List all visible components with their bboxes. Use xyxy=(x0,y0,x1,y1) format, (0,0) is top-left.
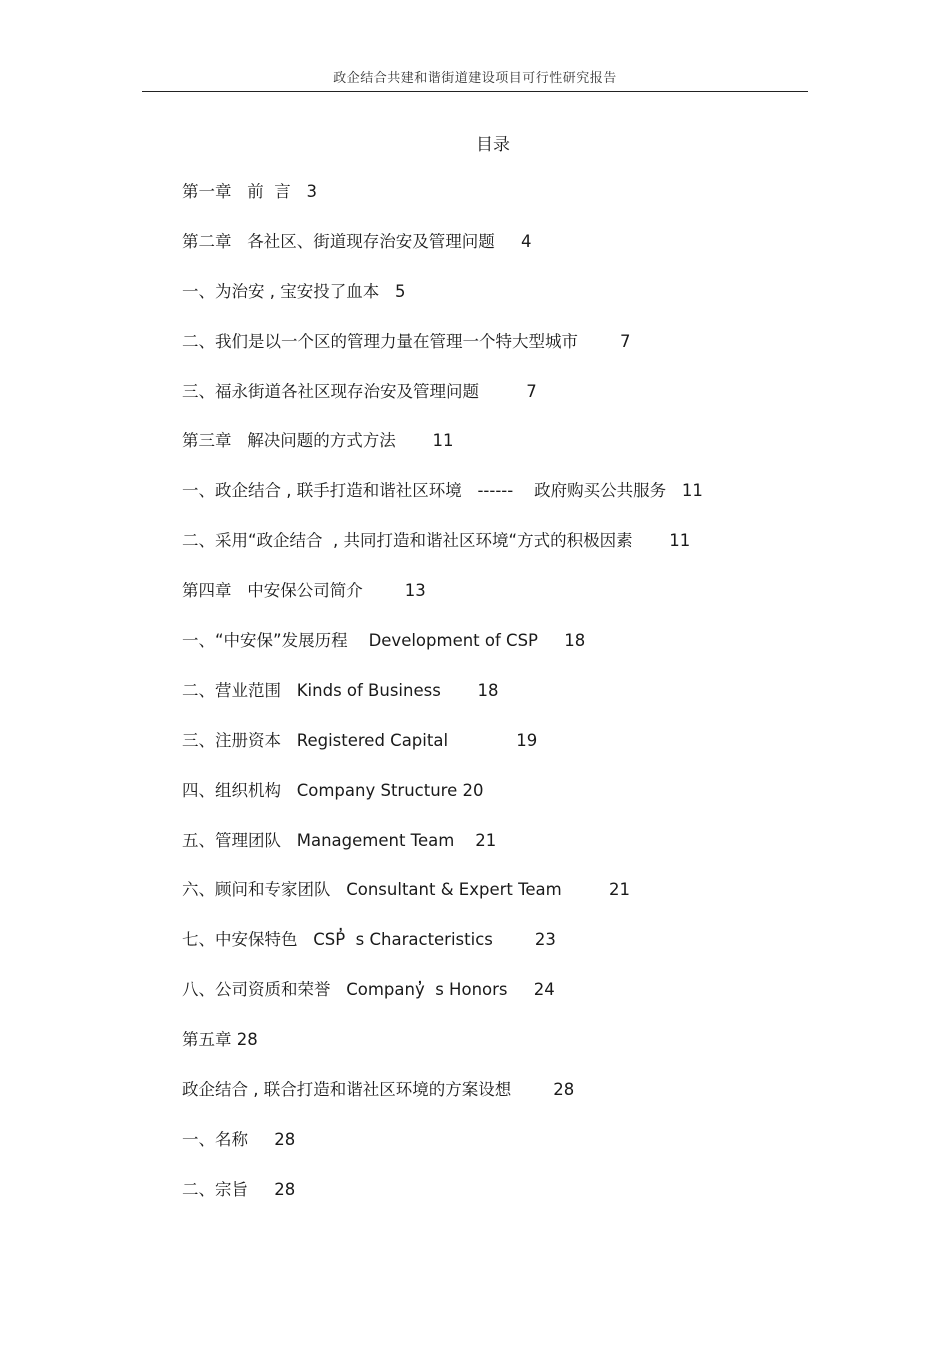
toc-entry-page: 7 xyxy=(619,331,631,351)
toc-entry-gap xyxy=(633,531,670,550)
toc-entry-page: 28 xyxy=(274,1129,296,1149)
toc-entry-page: 11 xyxy=(432,431,454,451)
toc-entry xyxy=(182,329,703,379)
toc-entry-gap xyxy=(562,880,609,899)
toc-entry xyxy=(182,578,703,628)
toc-entry xyxy=(182,478,703,528)
toc-entry xyxy=(182,1077,703,1127)
toc-entry-gap xyxy=(511,1080,553,1099)
table-of-contents xyxy=(182,179,703,1227)
toc-entry xyxy=(182,428,703,478)
toc-entry-title: 第二章 各社区、街道现存治安及管理问题 xyxy=(182,231,495,251)
toc-entry-page: 21 xyxy=(608,880,630,900)
toc-entry-page: 20 xyxy=(462,780,484,800)
toc-entry xyxy=(182,778,703,828)
toc-entry-gap xyxy=(666,481,682,500)
toc-entry-title: 二、我们是以一个区的管理力量在管理一个特大型城市 xyxy=(182,331,578,351)
toc-entry-title: 二、营业范围 Kinds of Business xyxy=(182,680,441,700)
toc-entry-title: 第五章 xyxy=(182,1030,232,1050)
toc-entry-title: 第四章 中安保公司简介 xyxy=(182,581,363,601)
toc-entry-page: 11 xyxy=(681,481,703,501)
toc-entry-page: 28 xyxy=(236,1030,258,1050)
toc-entry-title: 一、为治安 , 宝安投了血本 xyxy=(182,281,380,301)
toc-entry-page: 18 xyxy=(564,631,586,651)
toc-entry-gap xyxy=(493,930,535,949)
header-rule xyxy=(142,91,808,92)
toc-entry xyxy=(182,877,703,927)
running-header-title: 政企结合共建和谐街道建设项目可行性研究报告 xyxy=(333,71,617,86)
toc-entry-gap xyxy=(441,681,478,700)
toc-entry-title: 二、采用“政企结合 , 共同打造和谐社区环境“方式的积极因素 xyxy=(182,531,633,551)
toc-entry-gap xyxy=(538,631,564,650)
toc-entry-title: 三、注册资本 Registered Capital xyxy=(182,730,449,750)
toc-entry-gap xyxy=(508,980,534,999)
toc-entry xyxy=(182,379,703,429)
toc-entry xyxy=(182,628,703,678)
toc-entry-gap xyxy=(448,731,516,750)
toc-entry-gap xyxy=(248,1130,274,1149)
toc-entry xyxy=(182,977,703,1027)
toc-entry-gap xyxy=(363,581,405,600)
toc-entry xyxy=(182,728,703,778)
toc-entry-title: 一、政企结合 , 联手打造和谐社区环境 ------ 政府购买公共服务 xyxy=(182,481,667,501)
toc-entry-gap xyxy=(454,831,475,850)
toc-entry-page: 13 xyxy=(404,581,426,601)
toc-entry-page: 7 xyxy=(526,381,537,401)
toc-entry-title: 四、组织机构 Company Structure xyxy=(182,780,458,800)
toc-entry-gap xyxy=(495,232,521,251)
toc-entry-title: 二、宗旨 xyxy=(182,1179,248,1199)
toc-entry-title: 第三章 解决问题的方式方法 xyxy=(182,431,396,451)
toc-entry-gap xyxy=(291,182,307,201)
toc-entry-gap xyxy=(379,282,395,301)
toc-entry-gap xyxy=(578,332,620,351)
toc-entry-title: 八、公司资质和荣誉 Company̓ s Honors xyxy=(182,980,508,1000)
toc-entry-title: 第一章 前 言 xyxy=(182,182,291,201)
toc-entry xyxy=(182,828,703,878)
toc-entry xyxy=(182,528,703,578)
toc-entry xyxy=(182,1127,703,1177)
toc-entry-title: 七、中安保特色 CSP̓ s Characteristics xyxy=(182,930,493,950)
toc-entry xyxy=(182,279,703,329)
toc-entry-gap xyxy=(248,1180,274,1199)
toc-entry-page: 23 xyxy=(534,930,556,950)
toc-entry xyxy=(182,1177,703,1227)
toc-entry-title: 政企结合 , 联合打造和谐社区环境的方案设想 xyxy=(182,1080,512,1100)
toc-entry-title: 六、顾问和专家团队 Consultant & Expert Team xyxy=(182,880,562,900)
toc-entry-gap xyxy=(396,431,433,450)
toc-entry xyxy=(182,229,703,279)
toc-entry-page: 24 xyxy=(533,980,555,1000)
toc-entry xyxy=(182,179,703,229)
toc-entry-title: 一、“中安保”发展历程 Development of CSP xyxy=(182,631,538,651)
toc-entry xyxy=(182,927,703,977)
toc-entry-title: 一、名称 xyxy=(182,1129,248,1149)
toc-heading: 目录 xyxy=(476,135,510,155)
toc-entry xyxy=(182,1027,703,1077)
toc-entry xyxy=(182,678,703,728)
toc-entry-title: 三、福永街道各社区现存治安及管理问题 xyxy=(182,381,479,401)
toc-entry-page: 3 xyxy=(306,182,317,201)
toc-entry-page: 11 xyxy=(669,531,691,551)
toc-entry-page: 19 xyxy=(516,730,538,750)
toc-entry-page: 18 xyxy=(477,680,499,700)
toc-entry-page: 28 xyxy=(274,1179,296,1199)
toc-entry-page: 5 xyxy=(395,281,406,301)
toc-entry-page: 21 xyxy=(475,830,497,850)
toc-entry-title: 五、管理团队 Management Team xyxy=(182,830,455,850)
toc-entry-page: 28 xyxy=(553,1080,575,1100)
toc-entry-page: 4 xyxy=(520,231,532,251)
toc-entry-gap xyxy=(479,382,526,401)
